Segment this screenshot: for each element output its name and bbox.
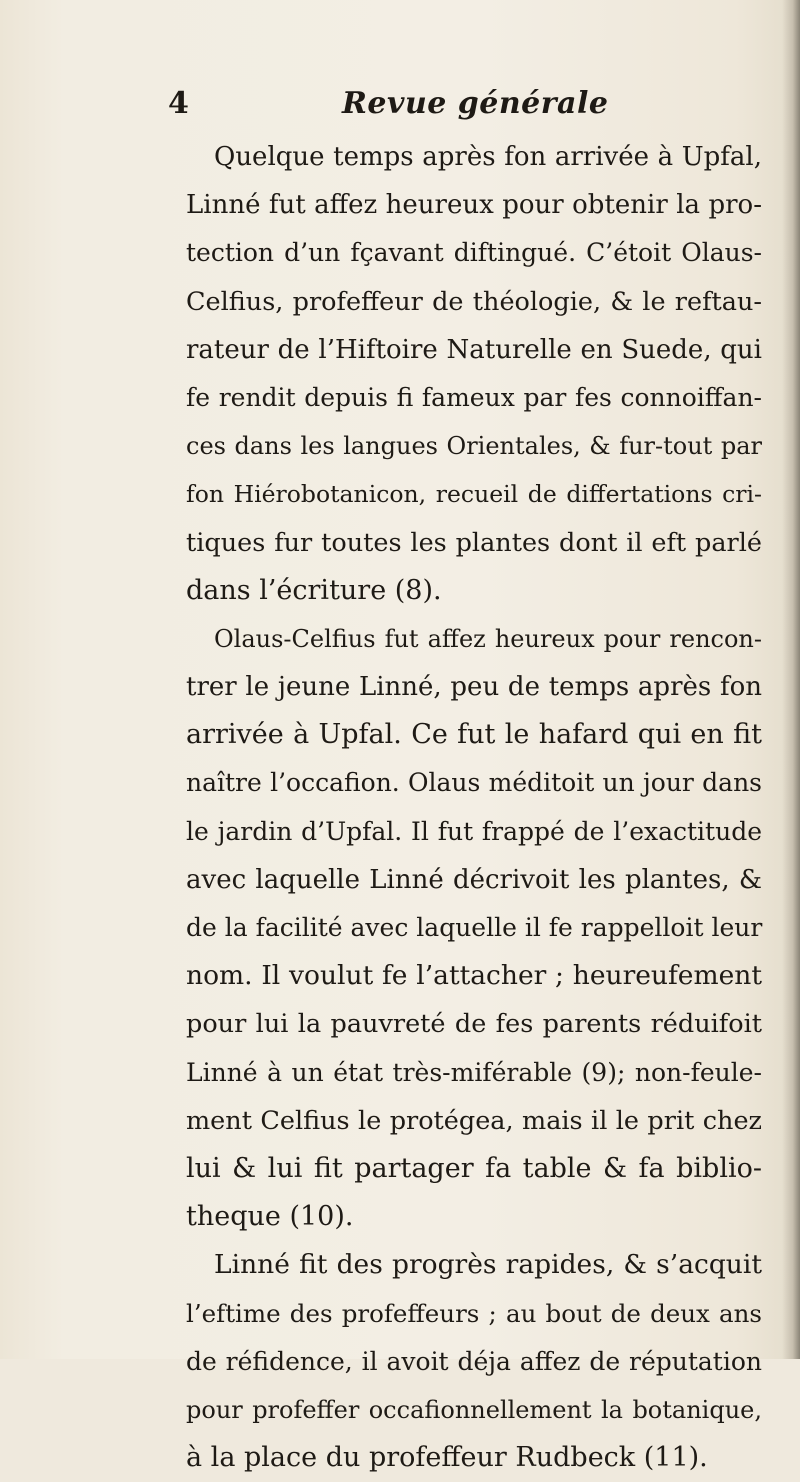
text-line: Celfius, profeffeur de théologie, & le reftau- xyxy=(186,286,762,317)
text-line: Linné à un état très-miférable (9); non-feule- xyxy=(186,1057,762,1087)
page-header xyxy=(0,86,800,126)
body-text xyxy=(186,133,762,1482)
text-line: le jardin d’Upfal. Il fut frappé de l’exactitude xyxy=(186,816,762,846)
text-line: tection d’un fçavant diftingué. C’étoit Olaus- xyxy=(186,238,762,268)
text-line: de réfidence, il avoit déja affez de réputation xyxy=(186,1346,762,1376)
text-line: avec laquelle Linné décrivoit les plantes, & xyxy=(186,864,762,895)
text-line: arrivée à Upfal. Ce fut le hafard qui en fit xyxy=(186,719,762,751)
text-line: fe rendit depuis fi fameux par fes connoiffan- xyxy=(186,382,762,412)
text-line: Linné fut affez heureux pour obtenir la pro- xyxy=(186,190,762,221)
text-line: lui & lui fit partager fa table & fa biblio- xyxy=(186,1152,762,1184)
text-line: naître l’occafion. Olaus méditoit un jour dans xyxy=(186,768,762,798)
text-line: de la facilité avec laquelle il fe rappelloit leur xyxy=(186,913,763,942)
text-line: dans l’écriture (8). xyxy=(186,574,442,606)
text-line: ment Celfius le protégea, mais il le prit chez xyxy=(186,1105,762,1136)
text-line: tiques fur toutes les plantes dont il eft parlé xyxy=(186,527,762,558)
text-line: pour lui la pauvreté de fes parents réduifoit xyxy=(186,1009,762,1040)
running-head: Revue générale xyxy=(342,86,609,121)
page-number: 4 xyxy=(168,86,189,121)
text-line: l’eftime des profeffeurs ; au bout de deux ans xyxy=(186,1298,762,1328)
text-line: ces dans les langues Orientales, & fur-tout par xyxy=(186,432,762,461)
text-line: theque (10). xyxy=(186,1201,354,1233)
text-line: Olaus-Celfius fut affez heureux pour rencon- xyxy=(214,624,762,653)
text-line: fon Hiérobotanicon, recueil de differtations cri- xyxy=(186,480,762,509)
text-line: Linné fit des progrès rapides, & s’acquit xyxy=(214,1249,762,1281)
text-line: pour profeffer occafionnellement la botanique, xyxy=(186,1395,762,1424)
page-edge-shadow xyxy=(782,0,800,1359)
text-line: Quelque temps après fon arrivée à Upfal, xyxy=(214,142,762,172)
text-line: rateur de l’Hiftoire Naturelle en Suede, qui xyxy=(186,334,762,365)
text-line: trer le jeune Linné, peu de temps après fon xyxy=(186,672,762,703)
text-line: à la place du profeffeur Rudbeck (11). xyxy=(186,1442,708,1474)
text-line: nom. Il voulut fe l’attacher ; heureufement xyxy=(186,960,762,992)
